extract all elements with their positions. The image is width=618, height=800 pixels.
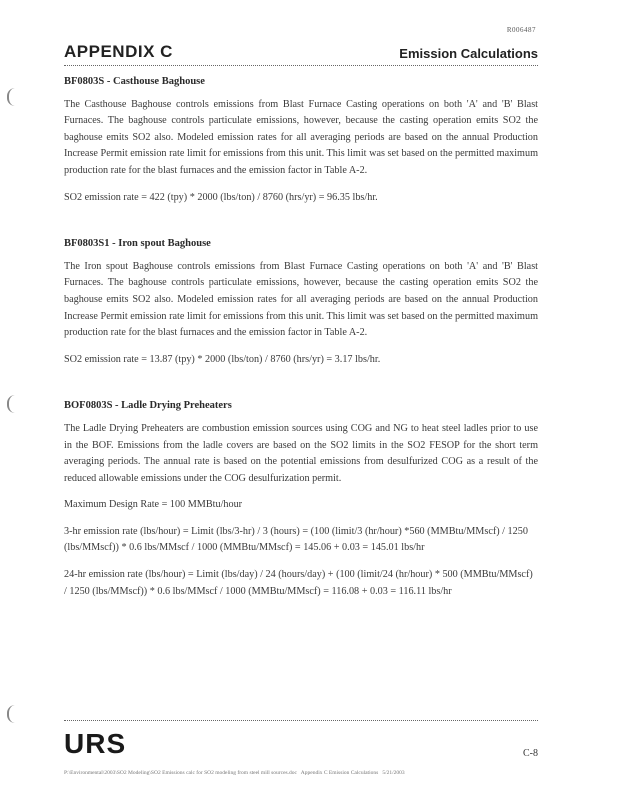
binder-hole-mark [7,705,17,723]
appendix-title: APPENDIX C [64,42,173,61]
section-heading: BF0803S1 - Iron spout Baghouse [64,238,211,250]
footer-file-path: P:\Environmental\2003\SO2 Modeling\SO2 Emissions calc for SO2 modeling from steel mill sources.doc Appendix C Emission Calculations 5/21/2003 [64,770,405,776]
document-number: R006487 [506,26,536,34]
section-heading: BOF0803S - Ladle Drying Preheaters [64,400,232,412]
emission-formula: SO2 emission rate = 13.87 (tpy) * 2000 (lbs/ton) / 8760 (hrs/yr) = 3.17 lbs/hr. [64,353,381,365]
section-paragraph: The Iron spout Baghouse controls emissions from Blast Furnace Casting operations on both 'A' and 'B' Blast Furnaces. The baghouse controls particulate emissions, however, because the casting operation emits SO2 the baghouse emits SO2 also. Modeled emission rates for all averaging periods are based on the annual Production Increase Permit emission rate limit for emissions from this unit. This limit was set based on the permitted maximum production rate for the blast furnaces and the emission factor in Table A-2. [64,260,538,339]
emission-formula: SO2 emission rate = 422 (tpy) * 2000 (lbs/ton) / 8760 (hrs/yr) = 96.35 lbs/hr. [64,191,378,203]
document-body [64,72,538,610]
page-number: C-8 [523,748,538,759]
section-title: Emission Calculations [399,46,538,61]
section-heading: BF0803S - Casthouse Baghouse [64,76,205,87]
urs-logo: URS [64,728,127,759]
binder-hole-mark [7,88,17,106]
section-paragraph: The Ladle Drying Preheaters are combustion emission sources using COG and NG to heat steel ladles prior to use in the BOF. Emissions from the ladle covers are based on the SO2 limits in the SO2 FESOP for the short term averaging periods. The annual rate is based on the potential emissions from desulfurized COG as a result of the reduced allowable emissions under the COG desulfurization permit. [64,422,538,484]
design-rate: Maximum Design Rate = 100 MMBtu/hour [64,499,243,511]
emission-formula-24hr: 24-hr emission rate (lbs/hour) = Limit (lbs/day) / 24 (hours/day) + (100 (limit/24 (hr/hour) * 500 (MMBtu/MMscf) / 1250 (lbs/MMscf)) * 0.6 lbs/MMscf / 1000 (MMBtu/MMscf) = 116.08 + 0.03 = 116.11 lbs/hr [64,569,533,597]
footer-divider [64,720,538,721]
section-paragraph: The Casthouse Baghouse controls emissions from Blast Furnace Casting operations on both 'A' and 'B' Blast Furnaces. The baghouse controls particulate emissions, however, because the casting operation emits SO2 the baghouse emits SO2 also. Modeled emission rates for all averaging periods are based on the annual Production Increase Permit emission rate limit for emissions from this unit. This limit was set based on the permitted maximum production rate for the blast furnaces and the emission factor in Table A-2. [64,98,538,176]
header-divider [64,65,538,66]
binder-hole-mark [7,395,17,413]
emission-formula-3hr: 3-hr emission rate (lbs/hour) = Limit (lbs/3-hr) / 3 (hours) = (100 (limit/3 (hr/hour) *560 (MMBtu/MMscf) / 1250 (lbs/MMscf)) * 0.6 lbs/MMscf / 1000 (MMBtu/MMscf) = 145.06 + 0.03 = 145.01 lbs/hr [64,525,528,554]
